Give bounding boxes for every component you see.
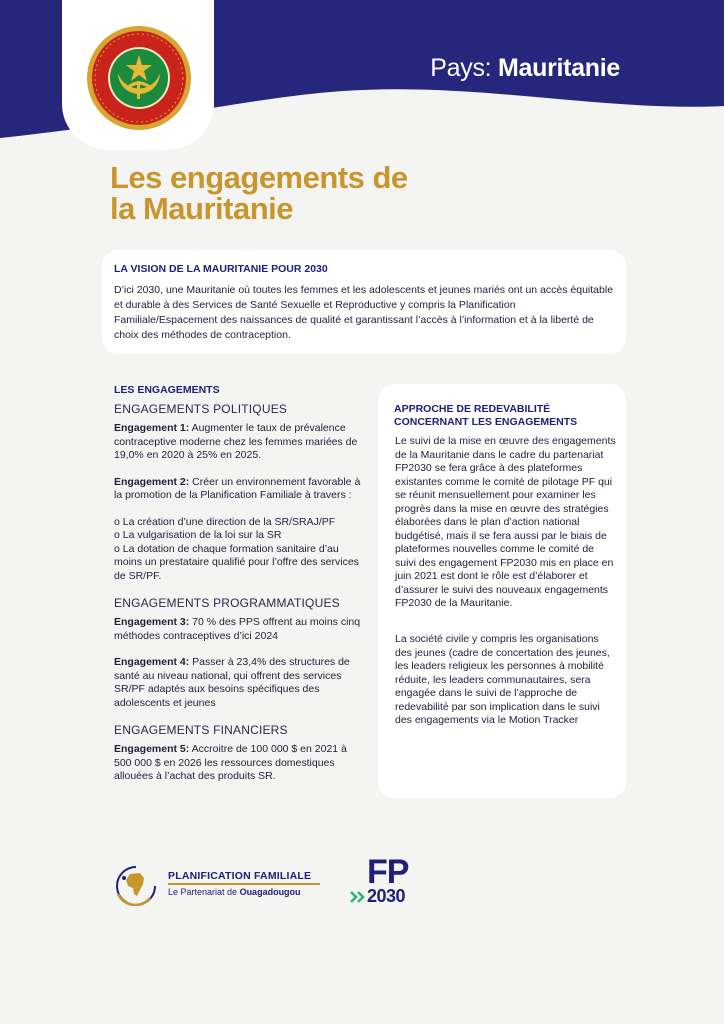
mauritania-seal-logo [86,25,192,131]
pf-title: PLANIFICATION FAMILIALE [168,870,312,882]
engagements-heading: LES ENGAGEMENTS [114,384,220,396]
redevabilite-paragraph-1: Le suivi de la mise en œuvre des engagements de la Mauritanie dans le cadre du partenariat FP2030 se fera grâce à des plateformes existantes comme le comité de pilotage PF qui se réunit mensuellement pour examiner les progrès dans la mise en œuvre des stratégies élaborées dans le plan d’action national budgétisé, mais il se fera aussi par le biais de plateformes nouvelles comme le comité de suivi des engagement FP2030 mis en place en juin 2021 est dont le rôle est d’élaborer et d’assurer le suivi des nouveaux engagements FP2030 de la Mauritanie. [395,435,616,609]
page-title-line2: la Mauritanie [110,191,293,226]
list-item: o La vulgarisation de la loi sur la SR [114,529,282,541]
fp-letters: FP [367,853,409,891]
fp-year: 2030 [367,886,406,906]
country-label [430,54,620,83]
page-title [110,162,408,224]
vision-text: D’ici 2030, une Mauritanie où toutes les femmes et les adolescents et jeunes mariés ont un accès équitable et durable à des Services de Santé Sexuelle et Reproductive y compris la Planification Familiale/Espacement des naissances de qualité et garantissant l’accès à l’information et à la liberté de choix des méthodes de contraception. [114,284,614,341]
financiers-heading: ENGAGEMENTS FINANCIERS [114,723,288,737]
politiques-heading: ENGAGEMENTS POLITIQUES [114,402,288,416]
engagements-section [114,384,364,797]
engagement-4 [114,656,364,710]
pf-subtitle-bold: Ouagadougou [239,887,301,897]
vision-card [102,250,626,354]
pf-subtitle-prefix: Le Partenariat de [168,887,240,897]
engagement-3-label: Engagement 3: [114,616,190,628]
redevabilite-heading: APPROCHE DE REDEVABILITÉ CONCERNANT LES ENGAGEMENTS [394,403,578,428]
country-name: Mauritanie [497,54,620,82]
pf-subtitle [168,887,301,897]
africa-globe-icon [110,864,162,906]
engagement-2-label: Engagement 2: [114,475,190,488]
page-title-line1: Les engagements de [110,160,408,195]
engagement-2-bullets [114,516,364,584]
engagement-1 [114,422,364,463]
pf-divider [168,883,320,885]
planification-familiale-logo [110,862,320,906]
redevabilite-card [378,384,626,798]
redevabilite-paragraph-2: La société civile y compris les organisations des jeunes (cadre de concertation des jeunes, les leaders religieux les personnes à mobilité réduite, les leaders communautaires, sera engagée dans le suivi de l’approche de redevabilité par son implication dans le suivi des engagements via le Motion Tracker [395,633,610,726]
double-chevron-icon [350,890,366,904]
list-item: o La création d’une direction de la SR/SRAJ/PF [114,515,336,528]
fp2030-logo [350,855,430,913]
engagement-4-label: Engagement 4: [114,656,190,668]
engagement-4-text: Passer à 23,4% des structures de santé au niveau national, qui offrent des services SR/PF adaptés aux besoins spécifiques des adolescents et jeunes [114,656,350,709]
engagement-2-text: Créer un environnement favorable à la promotion de la Planification Familiale à travers : [114,475,361,501]
engagement-5-label: Engagement 5: [114,743,190,755]
vision-heading: LA VISION DE LA MAURITANIE POUR 2030 [114,263,328,275]
engagement-5 [114,743,364,784]
engagement-2 [114,476,364,503]
list-item: o La dotation de chaque formation sanitaire d’au moins un prestataire qualifié pour l’offre des services de SR/PF. [114,542,359,582]
country-prefix: Pays: [430,54,498,82]
programmatiques-heading: ENGAGEMENTS PROGRAMMATIQUES [114,596,340,610]
engagement-5-text: Accroitre de 100 000 $ en 2021 à 500 000 $ en 2026 les ressources domestiques allouées à l’achat des produits SR. [114,743,347,782]
engagement-3 [114,616,364,643]
engagement-1-label: Engagement 1: [114,422,190,434]
engagement-3-text: 70 % des PPS offrent au moins cinq méthodes contraceptives d’ici 2024 [114,616,361,642]
engagement-1-text: Augmenter le taux de prévalence contraceptive moderne chez les femmes mariées de 19,0% en 2020 à 25% en 2025. [114,422,358,461]
